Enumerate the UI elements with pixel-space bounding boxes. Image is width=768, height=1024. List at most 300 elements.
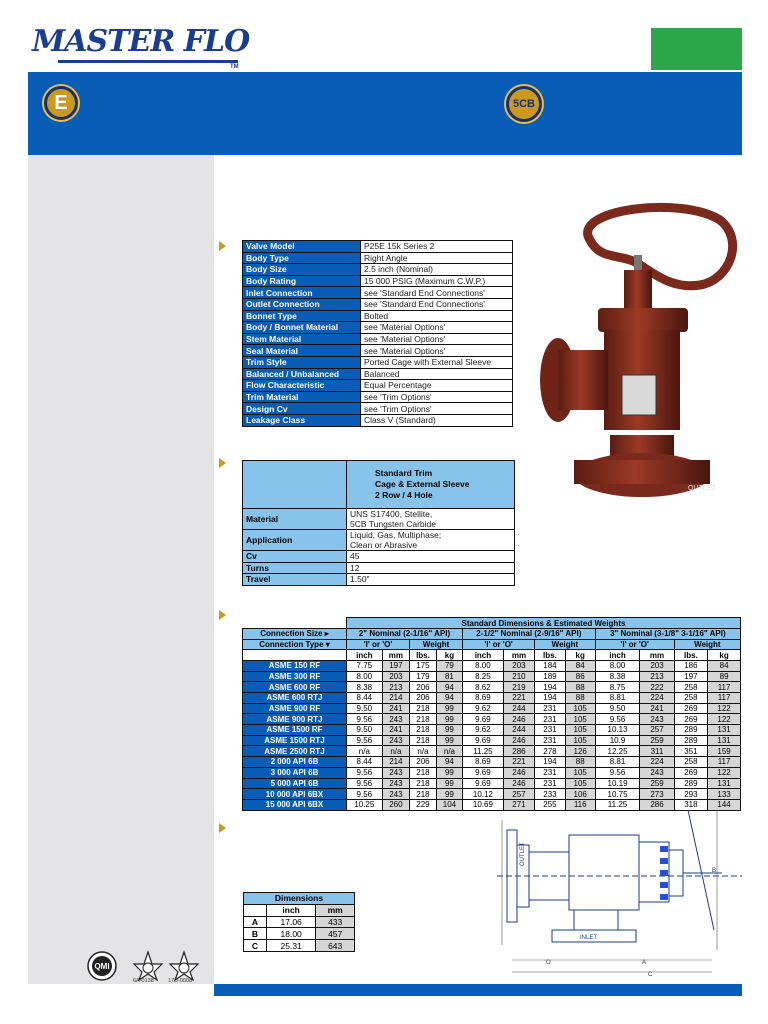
dims-value: 231 xyxy=(535,767,566,778)
spec-value: Right Angle xyxy=(361,252,513,264)
spec-row xyxy=(243,298,513,310)
connection-name: ASME 600 RF xyxy=(243,682,347,693)
spec-value: see 'Trim Options' xyxy=(361,403,513,415)
dims-value: 218 xyxy=(410,714,437,725)
spec-key: Valve Model xyxy=(243,241,361,253)
dims-value: 117 xyxy=(708,757,741,768)
dims-value: 206 xyxy=(410,757,437,768)
spec-value: see 'Material Options' xyxy=(361,333,513,345)
section-arrow-icon xyxy=(219,823,226,833)
dims-value: 214 xyxy=(382,693,409,704)
dims-row xyxy=(243,660,741,671)
dims-value: 243 xyxy=(382,778,409,789)
spec-row xyxy=(243,356,513,368)
dims-value: 122 xyxy=(708,714,741,725)
trim-value-line: Liquid, Gas, Multiphase; xyxy=(350,530,442,540)
dims-value: 229 xyxy=(410,799,437,810)
unit-label: inch xyxy=(595,650,640,661)
dims-value: 84 xyxy=(565,660,595,671)
dims-value: 8.00 xyxy=(463,660,504,671)
trim-value-line: 12 xyxy=(350,562,360,573)
drawing-inlet-label: INLET xyxy=(580,935,598,941)
connection-name: ASME 1500 RF xyxy=(243,725,347,736)
dims-value: 210 xyxy=(503,671,534,682)
dims-value: 259 xyxy=(640,778,674,789)
spec-row xyxy=(243,414,513,426)
dims-value: 222 xyxy=(640,682,674,693)
dims-value: 117 xyxy=(708,682,741,693)
dims-value: 231 xyxy=(535,778,566,789)
abc-unit-inch: inch xyxy=(266,904,315,916)
dims-value: 213 xyxy=(382,682,409,693)
abc-unit-mm: mm xyxy=(316,904,355,916)
unit-label: kg xyxy=(565,650,595,661)
trim-row xyxy=(243,562,515,574)
io-label: 'I' or 'O' xyxy=(463,639,535,650)
section-arrow-icon xyxy=(219,610,226,620)
dims-value: 213 xyxy=(640,671,674,682)
dims-value: 255 xyxy=(535,799,566,810)
dims-value: 88 xyxy=(565,682,595,693)
trim-row xyxy=(243,574,515,586)
abc-mm: 433 xyxy=(316,916,355,928)
spec-key: Seal Material xyxy=(243,345,361,357)
dims-value: 105 xyxy=(565,767,595,778)
abc-blank xyxy=(244,904,267,916)
dims-value: 122 xyxy=(708,703,741,714)
weight-label: Weight xyxy=(674,639,740,650)
unit-label: kg xyxy=(708,650,741,661)
dims-row xyxy=(243,725,741,736)
trim-value-line: 5CB Tungsten Carbide xyxy=(350,519,436,529)
abc-key: C xyxy=(244,940,267,952)
dims-value: 289 xyxy=(674,725,708,736)
dims-value: 197 xyxy=(382,660,409,671)
dims-value: 258 xyxy=(674,693,708,704)
connection-name: ASME 150 RF xyxy=(243,660,347,671)
dims-value: 218 xyxy=(410,778,437,789)
dims-value: 246 xyxy=(503,767,534,778)
dims-value: 9.56 xyxy=(595,714,640,725)
abc-mm: 643 xyxy=(316,940,355,952)
footer-bar xyxy=(214,984,742,996)
dims-value: 8.81 xyxy=(595,693,640,704)
dims-value: 218 xyxy=(410,767,437,778)
dims-value: 10.69 xyxy=(463,799,504,810)
dims-value: 219 xyxy=(503,682,534,693)
dims-value: 241 xyxy=(640,703,674,714)
io-label: 'I' or 'O' xyxy=(347,639,410,650)
dims-value: 144 xyxy=(708,799,741,810)
spec-value: see 'Material Options' xyxy=(361,322,513,334)
dims-value: 9.69 xyxy=(463,778,504,789)
trim-value-line: UNS S17400, Stellite, xyxy=(350,509,433,519)
dims-unit-blank xyxy=(243,650,347,661)
abc-inch: 25.31 xyxy=(266,940,315,952)
dims-value: 197 xyxy=(674,671,708,682)
dims-group-row xyxy=(243,628,741,639)
dims-value: 9.62 xyxy=(463,703,504,714)
spec-row xyxy=(243,241,513,253)
dims-value: 10.25 xyxy=(347,799,383,810)
spec-value: Bolted xyxy=(361,310,513,322)
dims-value: 8.75 xyxy=(595,682,640,693)
green-tab xyxy=(651,28,742,70)
dims-value: 8.62 xyxy=(463,682,504,693)
dims-value: 99 xyxy=(436,767,462,778)
trim-key: Application xyxy=(243,530,347,551)
connection-size-label: Connection Size ▸ xyxy=(243,628,347,639)
dims-value: 9.56 xyxy=(347,778,383,789)
connection-name: 3 000 API 6B xyxy=(243,767,347,778)
unit-label: lbs. xyxy=(674,650,708,661)
dims-group-header: 3" Nominal (3-1/8" 3-1/16" API) xyxy=(595,628,740,639)
dims-value: 269 xyxy=(674,767,708,778)
dims-value: 243 xyxy=(382,789,409,800)
dims-value: 243 xyxy=(640,767,674,778)
dims-value: 133 xyxy=(708,789,741,800)
dims-value: 126 xyxy=(565,746,595,757)
connection-name: ASME 2500 RTJ xyxy=(243,746,347,757)
logo-wordmark: MASTER FLO xyxy=(32,24,250,59)
dims-value: 8.69 xyxy=(463,693,504,704)
dims-value: 286 xyxy=(503,746,534,757)
dims-io-row xyxy=(243,639,741,650)
dims-value: 10.12 xyxy=(463,789,504,800)
dims-value: 99 xyxy=(436,725,462,736)
abc-inch: 17.06 xyxy=(266,916,315,928)
dims-value: n/a xyxy=(410,746,437,757)
dimensions-table xyxy=(242,607,741,811)
api-license-1: 6A-0138 xyxy=(133,978,154,984)
dims-unit-row xyxy=(243,650,741,661)
dims-value: 258 xyxy=(674,757,708,768)
photo-outlet-label: OUTLET xyxy=(688,485,716,492)
spec-table xyxy=(242,240,513,427)
dims-value: 79 xyxy=(436,660,462,671)
abc-key: A xyxy=(244,916,267,928)
dims-value: 9.50 xyxy=(595,703,640,714)
spec-key: Stem Material xyxy=(243,333,361,345)
dims-value: 9.56 xyxy=(347,789,383,800)
dims-value: 259 xyxy=(640,735,674,746)
trim-value xyxy=(347,574,515,586)
spec-row xyxy=(243,287,513,299)
dims-value: 186 xyxy=(674,660,708,671)
spec-value: see 'Standard End Connections' xyxy=(361,287,513,299)
valve-photo xyxy=(530,200,750,515)
dims-value: 9.69 xyxy=(463,714,504,725)
dims-value: 8.38 xyxy=(347,682,383,693)
spec-key: Body Rating xyxy=(243,275,361,287)
badge-e-icon: E xyxy=(44,86,78,120)
unit-label: inch xyxy=(347,650,383,661)
dims-row xyxy=(243,714,741,725)
abc-key: B xyxy=(244,928,267,940)
dims-value: 9.56 xyxy=(347,735,383,746)
qmi-label: QMI xyxy=(94,962,110,971)
trim-header-blank xyxy=(243,461,347,509)
trim-header-line: Cage & External Sleeve xyxy=(375,479,470,489)
trim-table xyxy=(242,460,515,586)
dims-value: 241 xyxy=(382,703,409,714)
connection-type-label: Connection Type ▾ xyxy=(243,639,347,650)
dims-value: 286 xyxy=(640,799,674,810)
unit-label: inch xyxy=(463,650,504,661)
spec-key: Bonnet Type xyxy=(243,310,361,322)
spec-row xyxy=(243,322,513,334)
dims-value: 278 xyxy=(535,746,566,757)
spec-row xyxy=(243,252,513,264)
spec-key: Design Cv xyxy=(243,403,361,415)
dims-value: 233 xyxy=(535,789,566,800)
dimension-a-label: A xyxy=(642,960,647,966)
dims-value: 351 xyxy=(674,746,708,757)
dims-value: 243 xyxy=(382,714,409,725)
spec-value: Class V (Standard) xyxy=(361,414,513,426)
abc-inch: 18.00 xyxy=(266,928,315,940)
dims-value: 99 xyxy=(436,735,462,746)
spec-key: Outlet Connection xyxy=(243,298,361,310)
dims-value: 289 xyxy=(674,778,708,789)
dims-value: 122 xyxy=(708,767,741,778)
trim-value-line: 1.50" xyxy=(350,574,370,585)
api-license-2: 17D-0008 xyxy=(168,978,193,984)
dims-value: 243 xyxy=(640,714,674,725)
dims-value: 10.75 xyxy=(595,789,640,800)
spec-value: Equal Percentage xyxy=(361,380,513,392)
dims-value: 9.56 xyxy=(347,714,383,725)
dims-row xyxy=(243,789,741,800)
unit-label: mm xyxy=(382,650,409,661)
trim-row xyxy=(243,551,515,563)
connection-name: ASME 300 RF xyxy=(243,671,347,682)
dims-value: 221 xyxy=(503,693,534,704)
dims-value: 89 xyxy=(708,671,741,682)
dims-value: 246 xyxy=(503,778,534,789)
dims-value: 194 xyxy=(535,757,566,768)
dims-value: 9.50 xyxy=(347,725,383,736)
header-banner xyxy=(28,72,742,155)
dims-value: 8.38 xyxy=(595,671,640,682)
dims-value: 8.69 xyxy=(463,757,504,768)
spec-key: Body Size xyxy=(243,264,361,276)
dims-value: 175 xyxy=(410,660,437,671)
unit-label: mm xyxy=(503,650,534,661)
trim-row xyxy=(243,509,515,530)
dims-value: 106 xyxy=(565,789,595,800)
dims-group-header: 2-1/2" Nominal (2-9/16" API) xyxy=(463,628,596,639)
trim-row xyxy=(243,530,515,551)
dims-value: 269 xyxy=(674,714,708,725)
dims-value: 131 xyxy=(708,735,741,746)
dimension-o-label: O xyxy=(546,960,551,966)
dims-value: 273 xyxy=(640,789,674,800)
dims-value: 271 xyxy=(503,799,534,810)
dims-value: n/a xyxy=(347,746,383,757)
dims-value: 231 xyxy=(535,725,566,736)
dims-value: 12.25 xyxy=(595,746,640,757)
unit-label: lbs. xyxy=(535,650,566,661)
spec-key: Balanced / Unbalanced xyxy=(243,368,361,380)
dims-value: 214 xyxy=(382,757,409,768)
connection-name: 5 000 API 6B xyxy=(243,778,347,789)
logo-trademark: TM xyxy=(230,64,239,70)
spec-row xyxy=(243,264,513,276)
dims-value: 224 xyxy=(640,693,674,704)
dims-value: 105 xyxy=(565,725,595,736)
dims-value: 99 xyxy=(436,714,462,725)
spec-key: Trim Style xyxy=(243,356,361,368)
trim-value xyxy=(347,562,515,574)
dims-row xyxy=(243,767,741,778)
spec-row xyxy=(243,391,513,403)
spec-key: Body / Bonnet Material xyxy=(243,322,361,334)
dims-value: 231 xyxy=(535,735,566,746)
abc-mm: 457 xyxy=(316,928,355,940)
dims-value: 11.25 xyxy=(595,799,640,810)
dims-value: 241 xyxy=(382,725,409,736)
left-sidebar xyxy=(28,155,214,984)
dims-value: 203 xyxy=(382,671,409,682)
dims-value: 206 xyxy=(410,682,437,693)
dims-value: 194 xyxy=(535,682,566,693)
spec-value: see 'Material Options' xyxy=(361,345,513,357)
spec-value: P25E 15k Series 2 xyxy=(361,241,513,253)
dims-row xyxy=(243,682,741,693)
spec-row xyxy=(243,368,513,380)
dims-value: 8.00 xyxy=(347,671,383,682)
trim-key: Material xyxy=(243,509,347,530)
spec-key: Leakage Class xyxy=(243,414,361,426)
weight-label: Weight xyxy=(410,639,463,650)
dims-value: 231 xyxy=(535,703,566,714)
dims-value: 86 xyxy=(565,671,595,682)
dims-value: 218 xyxy=(410,789,437,800)
trim-header-row xyxy=(243,461,515,509)
dims-value: 189 xyxy=(535,671,566,682)
dims-value: 203 xyxy=(503,660,534,671)
dims-value: 131 xyxy=(708,725,741,736)
dims-value: 105 xyxy=(565,714,595,725)
dims-value: 10.19 xyxy=(595,778,640,789)
dims-value: 194 xyxy=(535,693,566,704)
dims-value: 10.9 xyxy=(595,735,640,746)
dims-value: 11.25 xyxy=(463,746,504,757)
section-arrow-icon xyxy=(219,458,226,468)
dims-value: 105 xyxy=(565,703,595,714)
spec-row xyxy=(243,275,513,287)
abc-row xyxy=(244,940,355,952)
dims-value: 9.62 xyxy=(463,725,504,736)
dims-row xyxy=(243,778,741,789)
dims-value: 104 xyxy=(436,799,462,810)
dims-row xyxy=(243,703,741,714)
dims-value: 88 xyxy=(565,693,595,704)
dims-value: 94 xyxy=(436,693,462,704)
dims-value: 244 xyxy=(503,725,534,736)
qmi-cert-icon xyxy=(86,950,118,982)
dims-row xyxy=(243,735,741,746)
dims-value: 99 xyxy=(436,703,462,714)
abc-row xyxy=(244,916,355,928)
spec-value: Ported Cage with External Sleeve xyxy=(361,356,513,368)
trim-header-line: Standard Trim xyxy=(375,468,433,478)
abc-dimensions-table xyxy=(243,892,355,952)
dims-row xyxy=(243,746,741,757)
spec-row xyxy=(243,403,513,415)
trim-value-line: 45 xyxy=(350,551,360,562)
logo-underline xyxy=(58,60,238,63)
dims-value: 244 xyxy=(503,703,534,714)
dims-value: 243 xyxy=(382,767,409,778)
valve-drawing xyxy=(492,800,742,980)
dims-value: 116 xyxy=(565,799,595,810)
dims-value: 246 xyxy=(503,714,534,725)
dims-value: n/a xyxy=(436,746,462,757)
dims-row xyxy=(243,671,741,682)
trim-value xyxy=(347,509,515,530)
dimension-c-label: C xyxy=(648,972,653,978)
spec-row xyxy=(243,333,513,345)
trim-value-line: Clean or Abrasive xyxy=(350,540,418,550)
dims-value: 8.00 xyxy=(595,660,640,671)
trim-value xyxy=(347,530,515,551)
trim-header-line: 2 Row / 4 Hole xyxy=(375,490,433,500)
dims-value: 105 xyxy=(565,735,595,746)
spec-value: see 'Standard End Connections' xyxy=(361,298,513,310)
trim-header xyxy=(347,461,515,509)
trim-key: Cv xyxy=(243,551,347,563)
dims-value: 289 xyxy=(674,735,708,746)
dims-value: 7.75 xyxy=(347,660,383,671)
dims-value: 243 xyxy=(382,735,409,746)
spec-key: Flow Characteristic xyxy=(243,380,361,392)
unit-label: lbs. xyxy=(410,650,437,661)
dims-value: 88 xyxy=(565,757,595,768)
trim-key: Turns xyxy=(243,562,347,574)
dims-value: 257 xyxy=(503,789,534,800)
dims-value: 9.50 xyxy=(347,703,383,714)
connection-name: ASME 1500 RTJ xyxy=(243,735,347,746)
dims-value: 99 xyxy=(436,789,462,800)
dims-value: 311 xyxy=(640,746,674,757)
dims-value: 218 xyxy=(410,735,437,746)
drawing-outlet-label: OUTLET xyxy=(520,842,526,866)
dims-value: 105 xyxy=(565,778,595,789)
dims-value: 231 xyxy=(535,714,566,725)
section-arrow-icon xyxy=(219,241,226,251)
dims-value: 206 xyxy=(410,693,437,704)
spec-key: Trim Material xyxy=(243,391,361,403)
unit-label: mm xyxy=(640,650,674,661)
dims-value: 293 xyxy=(674,789,708,800)
unit-label: kg xyxy=(436,650,462,661)
master-flo-logo xyxy=(32,24,252,72)
dims-row xyxy=(243,757,741,768)
weight-label: Weight xyxy=(535,639,596,650)
dims-value: 260 xyxy=(382,799,409,810)
spec-row xyxy=(243,310,513,322)
connection-name: ASME 600 RTJ xyxy=(243,693,347,704)
dims-value: 94 xyxy=(436,682,462,693)
dims-value: 8.44 xyxy=(347,693,383,704)
dims-value: 9.56 xyxy=(347,767,383,778)
dims-value: 203 xyxy=(640,660,674,671)
dims-value: 94 xyxy=(436,757,462,768)
dims-value: 184 xyxy=(535,660,566,671)
dims-value: 9.56 xyxy=(595,767,640,778)
